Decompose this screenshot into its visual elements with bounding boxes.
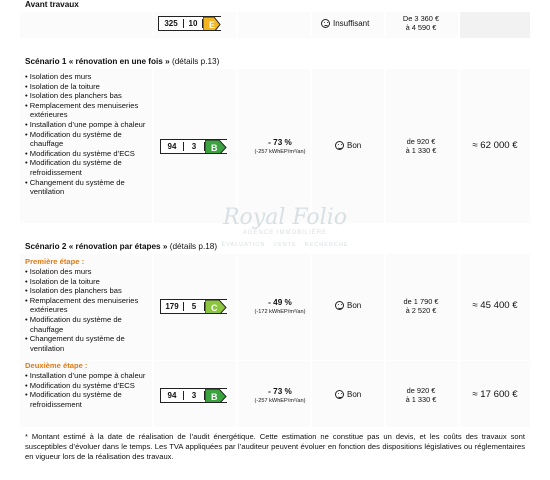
- work-item: • Remplacement des menuiseries extérieures: [25, 100, 139, 120]
- work-item: • Changement du système de ventilation: [25, 334, 125, 353]
- work-item: • Isolation de la toiture: [25, 276, 100, 286]
- scenario1-cost: de 920 € à 1 330 €: [405, 137, 437, 155]
- scenario1-works-list: [25, 72, 150, 197]
- before-title: Avant travaux: [25, 0, 79, 9]
- energy-label-scenario1: 94 3 B: [160, 139, 227, 154]
- energy-class-badge-before: [203, 17, 221, 30]
- work-item: • Modification du système de chauffage: [25, 314, 122, 334]
- before-state-text: Insuffisant: [333, 19, 370, 28]
- step1-title: Première étape :: [25, 257, 85, 266]
- energy-class-badge-scenario1: [205, 140, 227, 153]
- work-item: • Remplacement des menuiseries extérieures: [25, 295, 139, 315]
- step1-works-list: [25, 267, 150, 353]
- work-item: • Modification du système d’ECS: [25, 380, 135, 390]
- step2-total: ≈ 17 600 €: [472, 389, 518, 400]
- svg-text:B: B: [211, 142, 218, 153]
- work-item: • Isolation des murs: [25, 267, 92, 276]
- scenario1-state: Bon: [335, 141, 361, 150]
- work-item: • Changement du système de ventilation: [25, 177, 125, 197]
- scenario1-title: Scénario 1 « rénovation en une fois » (détails p.13): [25, 57, 220, 66]
- step2-cost: de 920 € à 1 330 €: [405, 386, 437, 404]
- before-cost: De 3 360 € à 4 590 €: [402, 14, 440, 32]
- smiling-face-icon: [335, 390, 344, 399]
- sad-face-icon: [321, 19, 330, 28]
- svg-text:E: E: [209, 19, 216, 30]
- svg-text:B: B: [211, 391, 218, 402]
- scenario2-title: Scénario 2 « rénovation par étapes » (détails p.18): [25, 242, 218, 251]
- before-state: [321, 19, 369, 28]
- work-item: • Isolation de la toiture: [25, 81, 100, 91]
- work-item: • Modification du système de refroidissement: [25, 390, 122, 409]
- energy-label-step1: 179 5 C: [160, 299, 227, 314]
- work-item: • Modification du système de chauffage: [25, 129, 122, 149]
- energy-class-badge-step2: [205, 389, 227, 402]
- step1-gain: - 49 % (-172 kWhEP/m²/an): [254, 298, 306, 315]
- work-item: • Installation d’une pompe à chaleur: [25, 371, 146, 380]
- work-item: • Isolation des planchers bas: [25, 91, 122, 101]
- agency-watermark: Royal Folio AGENCE IMMOBILIÈRE ÉVALUATION · VENTE · RECHERCHE: [221, 205, 349, 248]
- work-item: • Modification du système de refroidissement: [25, 158, 122, 177]
- step1-total: ≈ 45 400 €: [472, 300, 518, 311]
- work-item: • Isolation des murs: [25, 72, 92, 81]
- work-item: • Installation d’une pompe à chaleur: [25, 119, 146, 129]
- step2-works-list: [25, 371, 150, 409]
- scenario1-total: ≈ 62 000 €: [472, 140, 518, 151]
- svg-text:C: C: [211, 302, 218, 313]
- smiling-face-icon: [335, 301, 344, 310]
- energy-class-badge-step1: [205, 300, 227, 313]
- step2-title: Deuxième étape :: [25, 361, 88, 370]
- step1-cost: de 1 790 € à 2 520 €: [403, 297, 439, 315]
- work-item: • Isolation des planchers bas: [25, 286, 122, 296]
- step1-state: Bon: [335, 301, 361, 310]
- scenario1-gain: - 73 % (-257 kWhEP/m²/an): [254, 138, 306, 155]
- step2-gain: - 73 % (-257 kWhEP/m²/an): [254, 387, 306, 404]
- smiling-face-icon: [335, 141, 344, 150]
- energy-label-before: 325 10 E: [158, 16, 221, 31]
- work-item: • Modification du système d’ECS: [25, 148, 135, 158]
- step2-state: Bon: [335, 390, 361, 399]
- footnote: * Montant estimé à la date de réalisation de l’audit énergétique. Cette estimation ne constitue pas un devis, et les coûts des travaux sont susceptibles d’évoluer dans le temps. Les TVA appliquées par l’auditeur peuvent évoluer en fonction des dispositions législatives ou réglementaires en vigueur lors de la réalisation des travaux.: [25, 432, 525, 462]
- energy-label-step2: 94 3 B: [160, 388, 227, 403]
